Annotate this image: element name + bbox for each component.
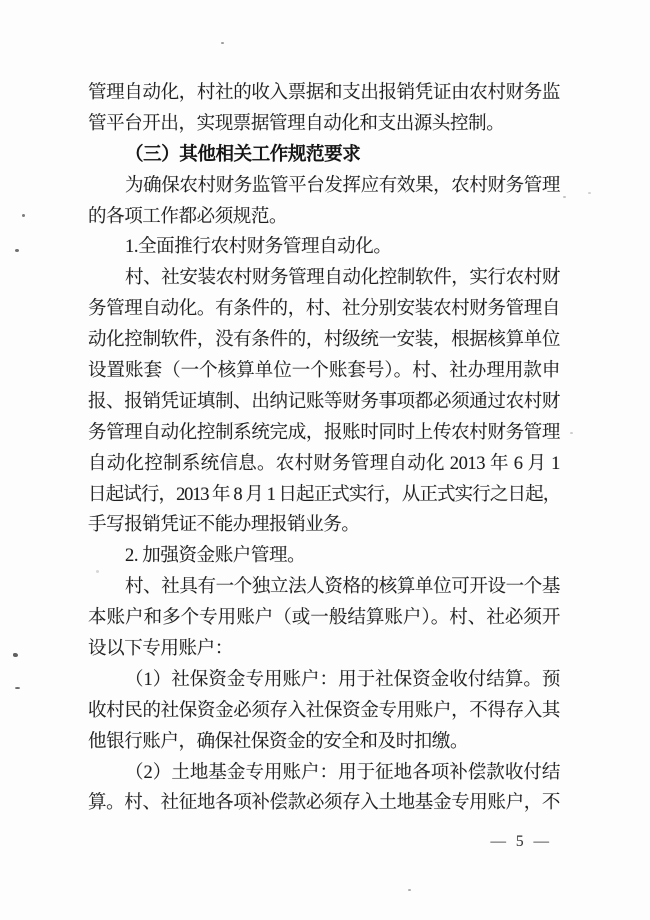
text-line: 管理自动化，村社的收入票据和支出报销凭证由农村财务监 [88,83,560,103]
text-line: 务管理自动化控制系统完成，报账时同时上传农村财务管理 [88,422,560,443]
scan-speck [408,889,411,891]
scan-speck [96,570,99,573]
scan-speck [221,42,224,44]
text-line: 算。村、社征地各项补偿款必须存入土地基金专用账户，不 [88,793,560,814]
scan-speck [15,249,19,252]
list-item-heading: 1.全面推行农村财务管理自动化。 [125,237,392,258]
section-heading: （三）其他相关工作规范要求 [125,144,361,165]
text-line: 自动化控制系统信息。农村财务管理自动化 2013 年 6 月 1 [88,453,560,474]
text-line: 日起试行，2013 年 8 月 1 日起正式实行，从正式实行之日起， [88,484,560,505]
text-line: 收村民的社保资金必须存入社保资金专用账户，不得存入其 [88,700,560,721]
text-line: 的各项工作都必须规范。 [88,206,288,227]
text-line: 手写报销凭证不能办理报销业务。 [88,515,360,536]
text-line: 村、社安装农村财务管理自动化控制软件，实行农村财 [125,268,560,289]
text-line: 他银行账户，确保社保资金的安全和及时扣缴。 [88,731,469,752]
scan-speck [570,432,573,434]
scan-speck [15,687,20,689]
list-item-heading: 2. 加强资金账户管理。 [125,546,306,567]
text-line: （1）社保资金专用账户：用于社保资金收付结算。预 [125,669,560,690]
scan-speck [13,653,18,657]
document-body [88,78,560,819]
scan-speck [22,214,25,217]
scan-speck [588,192,591,194]
page-number: — 5 — [490,833,552,850]
text-line: 务管理自动化。有条件的，村、社分别安装农村财务管理自 [88,299,560,320]
scan-speck [563,196,566,198]
text-line: 管平台开出，实现票据管理自动化和支出源头控制。 [88,113,505,134]
text-line: 村、社具有一个独立法人资格的核算单位可开设一个基 [125,577,560,598]
text-line: 设以下专用账户： [88,639,233,660]
text-line: 本账户和多个专用账户（或一般结算账户）。村、社必须开 [88,608,560,629]
text-line: 动化控制软件，没有条件的，村级统一安装，根据核算单位 [88,330,560,351]
text-line: 报、报销凭证填制、出纳记账等财务事项都必须通过农村财 [88,391,560,412]
text-line: 设置账套（一个核算单位一个账套号）。村、社办理用款申 [88,361,560,382]
text-line: （2）土地基金专用账户：用于征地各项补偿款收付结 [125,762,560,783]
text-line: 为确保农村财务监管平台发挥应有效果，农村财务管理 [125,175,560,196]
